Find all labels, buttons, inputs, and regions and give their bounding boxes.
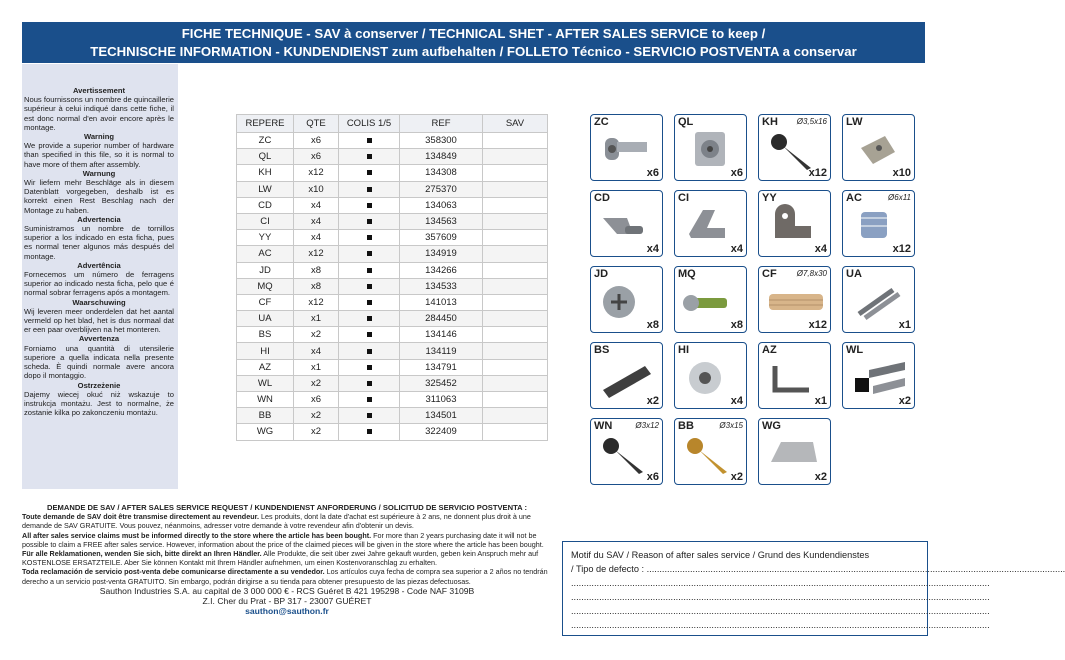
glide-pad-icon bbox=[765, 432, 825, 476]
square-mark-icon bbox=[367, 268, 372, 273]
angle-bracket-icon bbox=[849, 128, 909, 172]
cell-qte: x1 bbox=[294, 311, 339, 327]
part-code: QL bbox=[678, 116, 694, 128]
part-qty: x1 bbox=[814, 395, 827, 407]
part-code: WG bbox=[762, 420, 781, 432]
part-card bbox=[842, 266, 915, 333]
cell-ref: 134919 bbox=[400, 246, 483, 262]
square-mark-icon bbox=[367, 203, 372, 208]
cell-qte: x2 bbox=[294, 408, 339, 424]
part-card bbox=[590, 114, 663, 181]
cell-ref: 134501 bbox=[400, 408, 483, 424]
square-mark-icon bbox=[367, 349, 372, 354]
cell-sav bbox=[483, 424, 548, 440]
reason-line[interactable]: .................................................................................................................................................................... bbox=[571, 620, 990, 630]
square-mark-icon bbox=[367, 397, 372, 402]
cell-colis bbox=[339, 424, 400, 440]
cell-colis bbox=[339, 165, 400, 181]
cell-ref: 134308 bbox=[400, 165, 483, 181]
note-title: Advertencia bbox=[77, 214, 121, 224]
cell-sav bbox=[483, 408, 548, 424]
part-card bbox=[842, 342, 915, 409]
cell-ref: 134266 bbox=[400, 262, 483, 278]
table-row bbox=[237, 230, 548, 246]
cell-colis bbox=[339, 133, 400, 149]
cell-repere: BS bbox=[237, 327, 294, 343]
table-row bbox=[237, 278, 548, 294]
warning-notes bbox=[24, 86, 174, 417]
sav-paragraph bbox=[22, 549, 552, 567]
cell-colis bbox=[339, 408, 400, 424]
cam-disc-icon bbox=[597, 280, 657, 324]
dowel-icon bbox=[765, 280, 825, 324]
header-line-2: TECHNISCHE INFORMATION - KUNDENDIENST zum aufbehalten / FOLLETO Técnico - SERVICIO POSTVENTA a conservar bbox=[90, 44, 857, 59]
cell-repere: WN bbox=[237, 392, 294, 408]
cell-ref: 284450 bbox=[400, 311, 483, 327]
allen-key-set-icon bbox=[849, 280, 909, 324]
part-card bbox=[758, 266, 831, 333]
clip-support-icon bbox=[681, 204, 741, 248]
parts-grid bbox=[590, 114, 920, 490]
part-code: HI bbox=[678, 344, 689, 356]
cell-qte: x10 bbox=[294, 181, 339, 197]
insert-nut-icon bbox=[849, 204, 909, 248]
square-mark-icon bbox=[367, 284, 372, 289]
cell-ref: 134119 bbox=[400, 343, 483, 359]
sav-reason-box[interactable] bbox=[562, 541, 1065, 636]
reason-dots: .................................................................................................................................................................... bbox=[646, 564, 1065, 574]
part-qty: x2 bbox=[730, 471, 743, 483]
square-mark-icon bbox=[367, 365, 372, 370]
part-code: WL bbox=[846, 344, 864, 356]
part-card bbox=[590, 418, 663, 485]
cell-ref: 141013 bbox=[400, 294, 483, 310]
part-code: JD bbox=[594, 268, 609, 280]
square-mark-icon bbox=[367, 187, 372, 192]
table-row bbox=[237, 246, 548, 262]
sav-paragraph-text: Les produits, dont la date d'achat est supérieure à 2 ans, ne donnent plus droit à une demande de SAV GRATUITE. Vous pouvez, néanmoins, adresser votre demande à votre revendeur afin d'obtenir un devis. bbox=[22, 512, 531, 531]
cell-sav bbox=[483, 392, 548, 408]
part-card bbox=[590, 266, 663, 333]
part-card bbox=[590, 342, 663, 409]
square-mark-icon bbox=[367, 300, 372, 305]
cell-sav bbox=[483, 327, 548, 343]
part-qty: x6 bbox=[730, 167, 743, 179]
cell-qte: x8 bbox=[294, 262, 339, 278]
part-qty: x8 bbox=[730, 319, 743, 331]
table-row bbox=[237, 359, 548, 375]
part-code: YY bbox=[762, 192, 777, 204]
part-qty: x2 bbox=[898, 395, 911, 407]
cell-ref: 134563 bbox=[400, 213, 483, 229]
square-mark-icon bbox=[367, 138, 372, 143]
part-code: AZ bbox=[762, 344, 777, 356]
cell-qte: x4 bbox=[294, 197, 339, 213]
cell-sav bbox=[483, 149, 548, 165]
part-card bbox=[674, 114, 747, 181]
cell-qte: x4 bbox=[294, 343, 339, 359]
square-mark-icon bbox=[367, 381, 372, 386]
cell-repere: UA bbox=[237, 311, 294, 327]
cell-repere: ZC bbox=[237, 133, 294, 149]
sav-paragraph-text: Alle Produkte, die seit über zwei Jahre gekauft wurden, geben kein Anspruch mehr auf KOSTENLOSE ERSATZTEILE. Aber Sie können Kontakt mit Ihrem Händler aufnehmen, um einen Kostenvoranschlag zu erhalten. bbox=[22, 549, 539, 568]
sav-paragraph bbox=[22, 531, 552, 549]
table-row bbox=[237, 408, 548, 424]
part-spec: Ø3,5x16 bbox=[796, 117, 827, 126]
part-card bbox=[674, 266, 747, 333]
cell-sav bbox=[483, 165, 548, 181]
reason-label: Motif du SAV / Reason of after sales service / Grund des Kundendienstes bbox=[571, 550, 870, 560]
note-body: Wir liefern mehr Beschläge als in diesem Datenblatt vorgegeben, deshalb ist es korrekt einen Rest Beschlag nach der Montage zu haben. bbox=[24, 178, 174, 215]
note-title: Ostrzeżenie bbox=[77, 380, 121, 390]
table-header-row bbox=[237, 115, 548, 133]
corner-bracket-icon bbox=[765, 204, 825, 248]
cell-colis bbox=[339, 181, 400, 197]
part-spec: Ø3x12 bbox=[635, 421, 659, 430]
cell-qte: x2 bbox=[294, 424, 339, 440]
cell-colis bbox=[339, 246, 400, 262]
table-row bbox=[237, 424, 548, 440]
cell-repere: MQ bbox=[237, 278, 294, 294]
cell-sav bbox=[483, 181, 548, 197]
connector-bolt-icon bbox=[681, 280, 741, 324]
company-info: Sauthon Industries S.A. au capital de 3 000 000 € - RCS Guéret B 421 195298 - Code NAF 3109B bbox=[99, 585, 475, 596]
square-mark-icon bbox=[367, 219, 372, 224]
header-line-1: FICHE TECHNIQUE - SAV à conserver / TECHNICAL SHET - AFTER SALES SERVICE to keep / bbox=[181, 26, 766, 41]
cell-qte: x4 bbox=[294, 213, 339, 229]
cell-ref: 322409 bbox=[400, 424, 483, 440]
part-code: UA bbox=[846, 268, 862, 280]
part-code: CF bbox=[762, 268, 777, 280]
sav-paragraph-lead: Für alle Reklamationen, wenden Sie sich, bitte direkt an Ihren Händler. bbox=[22, 549, 262, 559]
table-row bbox=[237, 149, 548, 165]
table-row bbox=[237, 181, 548, 197]
cell-repere: JD bbox=[237, 262, 294, 278]
cell-colis bbox=[339, 278, 400, 294]
part-qty: x2 bbox=[814, 471, 827, 483]
cell-ref: 357609 bbox=[400, 230, 483, 246]
cell-ref: 134849 bbox=[400, 149, 483, 165]
cell-colis bbox=[339, 359, 400, 375]
part-qty: x12 bbox=[808, 319, 827, 331]
col-colis: COLIS 1/5 bbox=[339, 115, 400, 133]
part-qty: x4 bbox=[646, 243, 659, 255]
cam-lock-icon bbox=[681, 128, 741, 172]
cell-qte: x4 bbox=[294, 230, 339, 246]
part-spec: Ø6x11 bbox=[888, 193, 911, 202]
cell-repere: AZ bbox=[237, 359, 294, 375]
cell-ref: 134063 bbox=[400, 197, 483, 213]
part-qty: x6 bbox=[646, 471, 659, 483]
part-code: BS bbox=[594, 344, 610, 356]
cell-repere: LW bbox=[237, 181, 294, 197]
cell-sav bbox=[483, 197, 548, 213]
part-card bbox=[674, 418, 747, 485]
col-sav: SAV bbox=[483, 115, 548, 133]
cell-repere: CF bbox=[237, 294, 294, 310]
cell-ref: 311063 bbox=[400, 392, 483, 408]
note-title: Waarschuwing bbox=[72, 297, 126, 307]
table-row bbox=[237, 262, 548, 278]
sav-request-section bbox=[22, 503, 552, 616]
rail-icon bbox=[597, 356, 657, 400]
part-spec: Ø3x15 bbox=[719, 421, 743, 430]
note-title: Avertissement bbox=[72, 86, 126, 95]
page-header bbox=[22, 22, 925, 63]
part-code: CD bbox=[594, 192, 610, 204]
drawer-slide-icon bbox=[849, 356, 909, 400]
cell-qte: x12 bbox=[294, 165, 339, 181]
note-body: Wij leveren meer onderdelen dat het aantal vermeld op het blad, het is dus normaal dat er een paar overblijven na het monteren. bbox=[24, 306, 174, 335]
cell-qte: x1 bbox=[294, 359, 339, 375]
part-qty: x1 bbox=[898, 319, 911, 331]
part-code: AC bbox=[846, 192, 862, 204]
part-qty: x4 bbox=[730, 243, 743, 255]
shelf-support-icon bbox=[597, 204, 657, 248]
part-code: WN bbox=[594, 420, 613, 432]
note-title: Advertência bbox=[77, 260, 121, 270]
part-card bbox=[758, 342, 831, 409]
cell-ref: 358300 bbox=[400, 133, 483, 149]
part-code: CI bbox=[678, 192, 689, 204]
table-row bbox=[237, 165, 548, 181]
sav-paragraph-lead: Toda reclamación de servicio post-venta debe comunicarse directamente a su vendedor. bbox=[22, 567, 325, 577]
part-card bbox=[758, 190, 831, 257]
part-card bbox=[842, 114, 915, 181]
note-body: Fornecemos um número de ferragens superior ao indicado nesta ficha, pelo que é normal sobrar ferragens após a montagem. bbox=[24, 270, 174, 298]
note-body: Nous fournissons un nombre de quincaillerie supérieur à celui indiqué dans cette fiche, il est donc normal d'en avoir encore après le montage. bbox=[24, 95, 174, 132]
cell-sav bbox=[483, 133, 548, 149]
sav-paragraph-text: For more than 2 years purchasing date it will not be possible to claim a FREE after sales service. However, information about the price of the claimed pieces will be given in the store where the article has been bought. bbox=[22, 530, 544, 549]
note-body: Dajemy wiecej okuć niż wskazuje to instrukcja montażu. Jest to normalne, że zostanie kilka po zakonczeniu montażu. bbox=[24, 389, 174, 418]
part-qty: x12 bbox=[808, 167, 827, 179]
note-body: Forniamo una quantità di utensilerie superiore a quella indicata nella presente scheda. È quindi normale avere ancora dopo il montaggio. bbox=[24, 343, 174, 381]
square-mark-icon bbox=[367, 429, 372, 434]
screw-icon bbox=[597, 432, 657, 476]
part-card bbox=[758, 114, 831, 181]
allen-key-icon bbox=[765, 356, 825, 400]
cell-repere: CI bbox=[237, 213, 294, 229]
part-qty: x12 bbox=[892, 243, 911, 255]
cell-sav bbox=[483, 311, 548, 327]
cell-qte: x2 bbox=[294, 327, 339, 343]
part-qty: x4 bbox=[814, 243, 827, 255]
cell-repere: HI bbox=[237, 343, 294, 359]
sleeve-nut-icon bbox=[681, 356, 741, 400]
sav-paragraph bbox=[22, 512, 552, 530]
cell-colis bbox=[339, 392, 400, 408]
cell-colis bbox=[339, 197, 400, 213]
cell-sav bbox=[483, 375, 548, 391]
table-row bbox=[237, 213, 548, 229]
cell-colis bbox=[339, 213, 400, 229]
note-title: Warnung bbox=[82, 168, 116, 178]
cell-sav bbox=[483, 359, 548, 375]
table-row bbox=[237, 294, 548, 310]
cell-qte: x12 bbox=[294, 246, 339, 262]
cell-qte: x2 bbox=[294, 375, 339, 391]
part-code: KH bbox=[762, 116, 778, 128]
table-row bbox=[237, 375, 548, 391]
col-qte: QTE bbox=[294, 115, 339, 133]
col-ref: REF bbox=[400, 115, 483, 133]
sav-paragraph-lead: All after sales service claims must be informed directly to the store where the article has been bought. bbox=[22, 530, 372, 540]
part-code: BB bbox=[678, 420, 694, 432]
cell-sav bbox=[483, 246, 548, 262]
cell-repere: BB bbox=[237, 408, 294, 424]
cell-sav bbox=[483, 294, 548, 310]
cell-colis bbox=[339, 262, 400, 278]
cell-repere: WG bbox=[237, 424, 294, 440]
part-qty: x2 bbox=[646, 395, 659, 407]
square-mark-icon bbox=[367, 413, 372, 418]
square-mark-icon bbox=[367, 251, 372, 256]
table-row bbox=[237, 197, 548, 213]
part-qty: x8 bbox=[646, 319, 659, 331]
cell-colis bbox=[339, 327, 400, 343]
note-body: Suministramos un nombre de tornillos superior a los indicado en esta ficha, pues es normal tener algunos más después del montage. bbox=[24, 224, 174, 261]
cell-colis bbox=[339, 230, 400, 246]
cell-ref: 325452 bbox=[400, 375, 483, 391]
sav-paragraph-lead: Toute demande de SAV doit être transmise directement au revendeur. bbox=[22, 512, 259, 522]
cell-colis bbox=[339, 375, 400, 391]
table-row bbox=[237, 327, 548, 343]
reason-line[interactable]: .................................................................................................................................................................... bbox=[571, 592, 990, 602]
cell-ref: 134791 bbox=[400, 359, 483, 375]
screw-icon bbox=[765, 128, 825, 172]
square-mark-icon bbox=[367, 316, 372, 321]
table-row bbox=[237, 311, 548, 327]
part-card bbox=[674, 342, 747, 409]
cell-sav bbox=[483, 343, 548, 359]
sav-title: DEMANDE DE SAV / AFTER SALES SERVICE REQUEST / KUNDENDIENST ANFORDERUNG / SOLICITUD DE SERVICIO POSTVENTA : bbox=[47, 503, 527, 512]
reason-line[interactable] bbox=[571, 562, 1065, 576]
hinge-icon bbox=[597, 128, 657, 172]
company-address: Z.I. Cher du Prat - BP 317 - 23007 GUÉRET bbox=[202, 595, 372, 606]
cell-repere: YY bbox=[237, 230, 294, 246]
table-row bbox=[237, 392, 548, 408]
part-qty: x4 bbox=[730, 395, 743, 407]
square-mark-icon bbox=[367, 332, 372, 337]
cell-repere: WL bbox=[237, 375, 294, 391]
part-card bbox=[674, 190, 747, 257]
cell-colis bbox=[339, 149, 400, 165]
cell-repere: AC bbox=[237, 246, 294, 262]
part-code: ZC bbox=[594, 116, 609, 128]
part-card bbox=[758, 418, 831, 485]
cell-sav bbox=[483, 230, 548, 246]
cell-qte: x6 bbox=[294, 133, 339, 149]
part-code: LW bbox=[846, 116, 863, 128]
cell-ref: 134146 bbox=[400, 327, 483, 343]
cell-colis bbox=[339, 343, 400, 359]
part-spec: Ø7,8x30 bbox=[796, 269, 827, 278]
cell-qte: x8 bbox=[294, 278, 339, 294]
cell-qte: x6 bbox=[294, 392, 339, 408]
cell-ref: 275370 bbox=[400, 181, 483, 197]
part-card bbox=[590, 190, 663, 257]
cell-repere: KH bbox=[237, 165, 294, 181]
square-mark-icon bbox=[367, 154, 372, 159]
cell-repere: QL bbox=[237, 149, 294, 165]
company-email[interactable]: sauthon@sauthon.fr bbox=[245, 605, 329, 616]
col-repere: REPERE bbox=[237, 115, 294, 133]
cell-qte: x6 bbox=[294, 149, 339, 165]
cell-qte: x12 bbox=[294, 294, 339, 310]
reason-label-2: / Tipo de defecto : bbox=[571, 564, 645, 574]
sav-paragraph bbox=[22, 567, 552, 585]
note-title: Warning bbox=[83, 132, 115, 142]
parts-table bbox=[236, 114, 548, 441]
part-code: MQ bbox=[678, 268, 696, 280]
cell-repere: CD bbox=[237, 197, 294, 213]
cell-ref: 134533 bbox=[400, 278, 483, 294]
cell-sav bbox=[483, 213, 548, 229]
cell-sav bbox=[483, 262, 548, 278]
gold-screw-icon bbox=[681, 432, 741, 476]
note-body: We provide a superior number of hardware than specified in this file, so it is normal to have more of them after assembly. bbox=[24, 141, 174, 169]
reason-line[interactable]: .................................................................................................................................................................... bbox=[571, 578, 990, 588]
table-row bbox=[237, 133, 548, 149]
square-mark-icon bbox=[367, 235, 372, 240]
table-row bbox=[237, 343, 548, 359]
cell-colis bbox=[339, 311, 400, 327]
note-title: Avvertenza bbox=[78, 334, 120, 344]
square-mark-icon bbox=[367, 170, 372, 175]
part-card bbox=[842, 190, 915, 257]
part-qty: x10 bbox=[892, 167, 911, 179]
cell-sav bbox=[483, 278, 548, 294]
cell-colis bbox=[339, 294, 400, 310]
sav-paragraph-text: Los artículos cuya fecha de compra sea superior a 2 años no tendrán derecho a un servicio post-venta GRATUITO. Sin embargo, podrán dirigirse a su tienda para obtener presupuesto de las piezas defectuosas. bbox=[22, 567, 548, 586]
part-qty: x6 bbox=[646, 167, 659, 179]
reason-line[interactable]: .................................................................................................................................................................... bbox=[571, 606, 990, 616]
